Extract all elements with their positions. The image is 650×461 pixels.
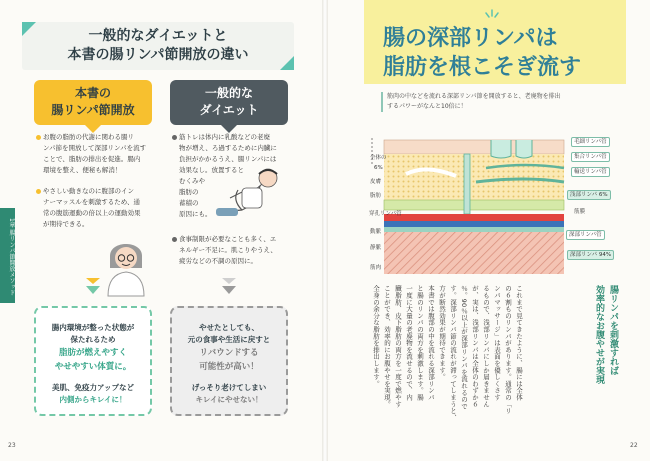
method-result-box	[34, 306, 152, 416]
method-column	[34, 80, 152, 125]
section-heading-line: 効率的なお腹やせが実現	[594, 285, 604, 384]
bullet-line: 疲労などの不調の原因に。	[179, 257, 257, 265]
method-bullet	[36, 132, 152, 176]
body-line: の６割ものリンパがあります。通常の「リ	[504, 285, 512, 415]
diagram-label-fascia: 筋膜	[574, 209, 586, 215]
result-highlight: 可能性が高い！	[199, 362, 259, 372]
bullet-line: 負担がかかるうえ、腸リンパには	[179, 155, 277, 163]
result-line: 美肌、免疫力アップなど	[52, 383, 134, 392]
result-highlight: リバウンドする	[199, 348, 259, 358]
down-arrow-icon	[222, 286, 236, 294]
general-diet-label-line2: ダイエット	[199, 103, 259, 117]
page-number: 23	[8, 442, 16, 449]
down-arrow-icon	[86, 286, 100, 294]
result-line: やせたとしても、	[199, 323, 259, 332]
bullet-line: が期待できる。	[43, 220, 89, 228]
diagram-label-superficial: 浅部リンパ 6%	[567, 190, 611, 200]
bullet-line: お腹の脂肪の代謝に関わる腸リ	[43, 133, 134, 141]
subtitle-line: するパワーがなんと10倍に！	[387, 103, 467, 110]
diagram-label-skin: 皮膚	[370, 179, 382, 185]
page-number: 22	[630, 442, 638, 449]
diagram-label-deep: 深部リンパ 94%	[567, 250, 614, 260]
general-diet-label	[170, 80, 288, 125]
general-diet-column	[170, 80, 288, 125]
title-corner-accent	[22, 22, 36, 36]
bullet-dot-icon	[36, 189, 41, 194]
body-line: ことができ、効率的にお腹やせを実現。	[383, 285, 391, 408]
down-arrow-icon	[222, 278, 236, 284]
bullet-line: 脂肪の	[179, 188, 199, 196]
diagram-label-whole: 全体の	[370, 155, 387, 161]
section-heading-vertical	[592, 285, 620, 384]
diagram-label-capillary: 毛細リンパ管	[571, 137, 610, 147]
comparison-title	[22, 22, 294, 70]
result-highlight: 内側からキレイに！	[59, 395, 127, 404]
general-diet-label-line1: 一般的な	[204, 86, 253, 100]
result-line: 元の食事や生活に戻すと	[187, 335, 271, 344]
bullet-line: 常の腹筋運動の倍以上の運動効果	[43, 209, 141, 217]
body-line: す。深部リンパ節の流れが滞ってしまうと、	[449, 285, 457, 421]
bullet-line: やさしい動きなのに腹部のイン	[43, 187, 134, 195]
bullet-line: 食事制限が必要なことも多く、エ	[179, 235, 277, 243]
diagram-label-vein: 静脈	[370, 245, 382, 251]
general-bullet	[172, 234, 288, 267]
result-line: 腸内環境が整った状態が	[51, 323, 135, 332]
page-title-line1: 腸の深部リンパは	[383, 26, 558, 51]
body-line: ％。90％以上が深部リンパを流れるので	[460, 285, 468, 410]
body-line: 本書では腹部の中を流れる深部リンパ	[427, 285, 435, 401]
chapter-side-tab: 1章 腸リンパ節開放メソッド	[0, 208, 15, 303]
body-line: 全身の余分な脂肪を排出します。	[372, 285, 380, 387]
body-line: るもので、浅部リンパにしか届きません	[482, 285, 490, 408]
diagram-label-whole-pct: 6%	[374, 165, 383, 171]
method-label-line2: 腸リンパ節開放	[51, 103, 135, 117]
diagram-label-fat: 脂肪	[370, 193, 382, 199]
body-text-vertical	[370, 285, 524, 421]
diagram-label-collecting: 集合リンパ管	[571, 152, 610, 162]
body-line: と腸のリンパの両方を刺激します。腸	[416, 285, 424, 401]
bullet-line: ネルギー不足に。肌こりやうえ、	[179, 246, 277, 254]
diagram-label-perforating: 穿孔リンパ管	[369, 211, 402, 217]
happy-woman-illustration	[100, 228, 152, 298]
method-bullet	[36, 186, 152, 230]
bullet-line: 筋トレは体内に乳酸などの老廃	[179, 133, 270, 141]
bullet-line: むくみや	[179, 177, 205, 185]
diagram-label-transport: 輸送リンパ管	[571, 167, 610, 177]
bullet-line: ことで、脂肪の排出を促進。腸内	[43, 155, 141, 163]
diagram-label-muscle: 筋肉	[370, 265, 382, 271]
body-line: 方が断然効果が期待できます。	[438, 285, 446, 381]
bullet-dot-icon	[172, 135, 177, 140]
result-highlight: キレイにやせない！	[195, 395, 263, 404]
page-title-line2: 脂肪を根こそぎ流す	[383, 55, 582, 80]
general-result-box	[170, 306, 288, 416]
result-line: 保たれるため	[70, 335, 116, 344]
method-label	[34, 80, 152, 125]
down-arrow-icon	[86, 278, 100, 284]
bullet-line: ナーマッスルを刺激するため、通	[43, 198, 140, 206]
bullet-dot-icon	[172, 237, 177, 242]
bullet-line: 蓄積の	[179, 199, 199, 207]
bullet-line: 物が増え、ろ過するために内臓に	[179, 144, 277, 152]
result-highlight: 脂肪が燃えやすく	[58, 348, 127, 358]
body-line: が、実は、浅部リンパは全体のわずか６	[471, 285, 479, 408]
bullet-line: 環境を整え、便秘も解消！	[43, 166, 122, 174]
page-subtitle	[381, 92, 616, 112]
comparison-title-line1: 一般的なダイエットと	[88, 28, 228, 44]
title-corner-accent	[280, 56, 294, 70]
bullet-line: 効果なし。放置すると	[179, 166, 244, 174]
body-line: 一度に大量の老廃物を流せるので、内	[405, 285, 413, 401]
bullet-line: ンパ節を開放して深部リンパを流す	[43, 144, 147, 152]
diagram-label-artery: 動脈	[370, 229, 382, 235]
result-highlight: やせやすい体質に。	[54, 362, 132, 372]
body-line: これまで見てきたように、腸には全体	[515, 285, 523, 401]
body-line: ンパマッサージ」は表面を優しくさす	[493, 285, 501, 401]
method-label-line1: 本書の	[74, 86, 111, 100]
body-line: 臓脂肪、皮下脂肪の両方を一度で燃やす	[394, 285, 402, 408]
result-line: げっそり老けてしまい	[191, 383, 267, 392]
bullet-line: 原因にも。	[179, 210, 212, 218]
bullet-dot-icon	[36, 135, 41, 140]
book-gutter	[322, 0, 328, 461]
tired-man-illustration	[212, 164, 290, 222]
section-heading-line: 腸リンパを刺激すれば	[608, 285, 618, 375]
comparison-title-line2: 本書の腸リンパ節開放の違い	[67, 47, 249, 63]
diagram-label-deep-vessel: 深部リンパ管	[566, 230, 605, 240]
sparkle-icon	[481, 8, 503, 22]
subtitle-line: 筋肉の中などを流れる深部リンパ節を開放すると、老廃物を排出	[387, 93, 561, 100]
